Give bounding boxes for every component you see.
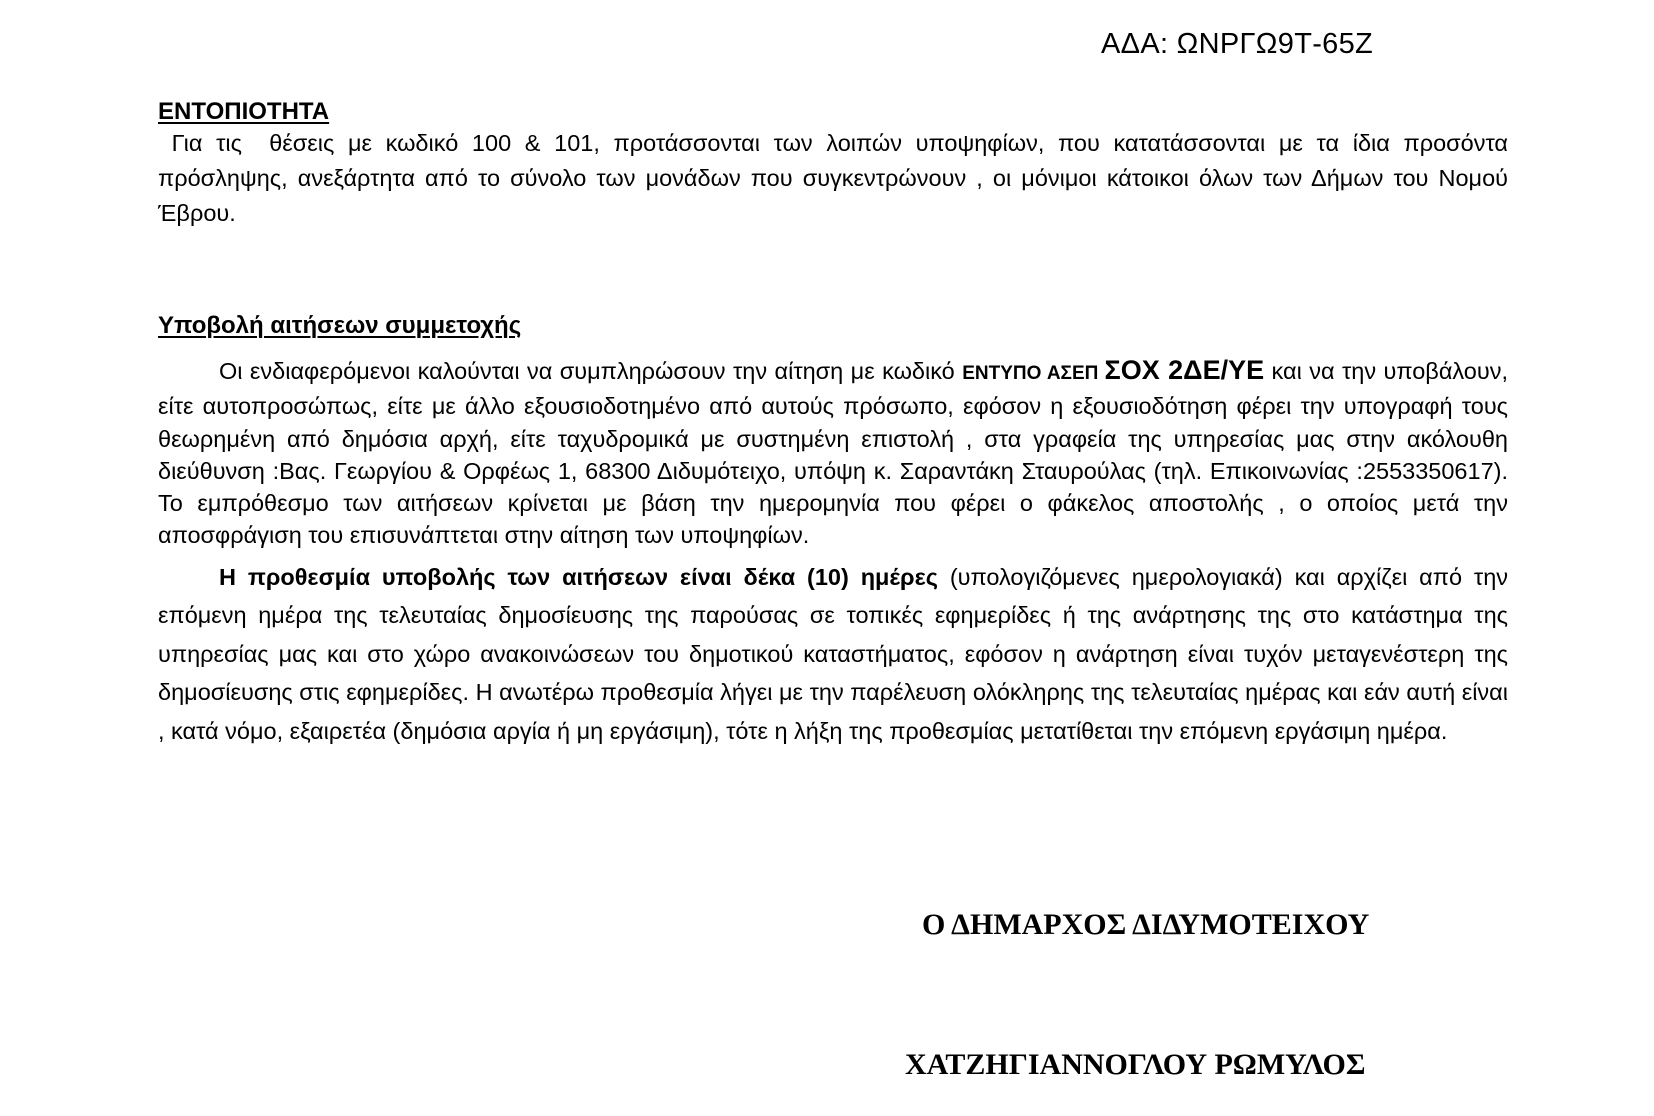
section-heading-submission: Υποβολή αιτήσεων συμμετοχής: [158, 312, 522, 339]
section-locality: [158, 98, 1515, 231]
form-code: ΣΟΧ 2ΔΕ/ΥΕ: [1104, 355, 1265, 385]
section-submission: [158, 312, 1508, 750]
deadline-text: (υπολογιζόμενες ημερολογιακά) και αρχίζει από την επόμενη ημέρα της τελευταίας δημοσίευσης της παρούσας σε τοπικές εφημερίδες ή της ανάρτησης της στο κατάστημα της υπηρεσίας μας και στο χώρο ανακοινώσεων του δημοτικού καταστήματος, εφόσον η ανάρτηση είναι τυχόν μεταγενέστερη της δημοσίευσης στις εφημερίδες. Η ανωτέρω προθεσμία λήγει με την παρέλευση ολόκληρης της τελευταίας ημέρας και εάν αυτή είναι , κατά νόμο, εξαιρετέα (δημόσια αργία ή μη εργάσιμη), τότε η λήξη της προθεσμίας μετατίθεται την επόμενη εργάσιμη ημέρα.: [158, 563, 1509, 744]
submission-text-after: και να την υποβάλουν, είτε αυτοπροσώπως, είτε με άλλο εξουσιοδοτημένο από αυτούς πρόσωπο, εφόσον η εξουσιοδότηση φέρει την υπογραφή τους θεωρημένη από δημόσια αρχή, είτε ταχυδρομικά με συστημένη επιστολή , στα γραφεία της υπηρεσίας μας στην ακόλουθη διεύθυνση :Βας. Γεωργίου & Ορφέως 1, 68300 Διδυμότειχο, υπόψη κ. Σαραντάκη Σταυρούλας (τηλ. Επικοινωνίας :2553350617). Το εμπρόθεσμο των αιτήσεων κρίνεται με βάση την ημερομηνία που φέρει ο φάκελος αποστολής , ο οποίος μετά την αποσφράγιση του επισυνάπτεται στην αίτηση των υποψηφίων.: [158, 358, 1509, 549]
submission-text-before: Οι ενδιαφερόμενοι καλούνται να συμπληρώσουν την αίτηση με κωδικό: [219, 358, 963, 384]
submission-paragraph: [158, 354, 1508, 552]
signature-name: ΧΑΤΖΗΓΙΑΝΝΟΓΛΟΥ ΡΩΜΥΛΟΣ: [905, 1048, 1366, 1081]
signature-title: Ο ΔΗΜΑΡΧΟΣ ΔΙΔΥΜΟΤΕΙΧΟΥ: [922, 908, 1370, 941]
locality-paragraph: Για τις θέσεις με κωδικό 100 & 101, προτάσσονται των λοιπών υποψηφίων, που κατατάσσονται με τα ίδια προσόντα πρόσληψης, ανεξάρτητα από το σύνολο των μονάδων που συγκεντρώνουν , οι μόνιμοι κάτοικοι όλων των Δήμων του Νομού Έβρου.: [158, 130, 1515, 226]
ada-code: ΑΔΑ: ΩΝΡΓΩ9Τ-65Ζ: [1101, 28, 1374, 60]
deadline-paragraph: [158, 558, 1508, 751]
deadline-emphasis: Η προθεσμία υποβολής των αιτήσεων είναι δέκα (10) ημέρες: [219, 563, 938, 590]
section-heading-locality: ΕΝΤΟΠΙΟΤΗΤΑ: [158, 98, 330, 125]
form-code-prefix: ΕΝΤΥΠΟ ΑΣΕΠ: [962, 363, 1105, 384]
